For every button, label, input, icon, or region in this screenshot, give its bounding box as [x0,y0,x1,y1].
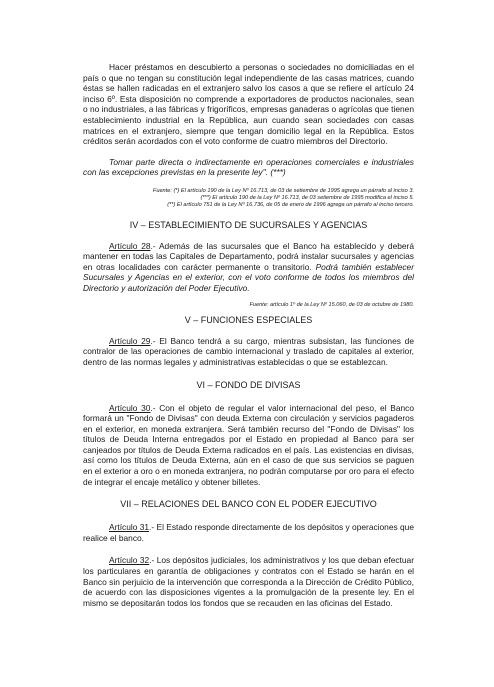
article-31-label: Artículo 31 [109,522,150,533]
article-32-text: .- Los depósitos judiciales, los administrativos y los que deban efectuar los particulares en garantía de obligaciones y contratos con el Estado se harán en el Banco sin perjuicio de la intervención que corresponda a la Dirección de Crédito Público, de acuerdo con las disposiciones vigentes a la promulgación de la presente ley. En el mismo se depositarán todos los fondos que se recauden en las oficinas del Estado. [83,555,414,608]
article-31-text: .- El Estado responde directamente de los depósitos y operaciones que realice el banco. [83,522,414,543]
footnote-source-2: Fuente: artículo 1º de la Ley Nº 15.060, de 03 de octubre de 1980. [249,301,414,308]
section-heading-vi: VI – FONDO DE DIVISAS [196,379,301,390]
section-heading-v: V – FUNCIONES ESPECIALES [184,314,313,325]
article-28-italic-text: Podrá también establecer Sucursales y Agencias en el exterior, con el voto conforme de todos los miembros del Directorio y autorización del Poder Ejecutivo. [83,261,414,293]
paragraph-operaciones-comerciales: Tomar parte directa o indirectamente en operaciones comerciales e industriales con las excepciones previstas en la presente ley". (***) [83,156,414,178]
article-30-text: .- Con el objeto de regular el valor internacional del peso, el Banco formará un "Fondo de Divisas" con deuda Externa con circulación y servicios pagaderos en el exterior, en moneda extranjera. Será también recurso del "Fondo de Divisas" los títulos de Deuda Interna entregados por el Estado en propiedad al Banco para ser canjeados por títulos de Deuda Externa radicados en el país. Las existencias en divisas, así como los títulos de Deuda Externa, aún en el caso de que sus servicios se paguen en el exterior a oro o en moneda extranjera, no podrán computarse por oro para el efecto de integrar el encaje metálico y obtener billetes. [83,402,415,487]
article-29-label: Artículo 29 [109,335,151,346]
paragraph-prestamos: Hacer préstamos en descubierto a personas o sociedades no domiciliadas en el país o que no tengan su constitución legal independiente de las casas matrices, cuando éstas se hallen radicadas en el extranjero salvo los casos a que se refiere el artículo 24 inciso 6º. Esta disposición no comprende a exportadores de productos nacionales, sean o no industriales, a las fábricas y frigoríficos, empresas ganaderas o agrícolas que tienen establecimiento industrial en la República, aun cuando sean sociedades con casas matrices en el extranjero, siempre que tengan domicilio legal en la República. Estos créditos serán acordados con el voto conforme de cuatro miembros del Directorio. [83,62,414,147]
article-30 [83,403,414,488]
footnote-line: Fuente: (*) El artículo 190 de la Ley Nº 16.713, de 03 de setiembre de 1995 agrega un párrafo al inciso 3. [152,187,414,194]
article-32 [83,555,414,608]
article-30-label: Artículo 30 [109,402,151,413]
footnote-sources-1 [83,188,414,210]
article-29-text: .- El Banco tendrá a su cargo, mientras subsistan, las funciones de contralor de las operaciones de cambio internacional y traslado de capitales al exterior, dentro de las normas legales y administrativas establecidas o que se establezcan. [83,335,414,367]
section-heading-vii: VII – RELACIONES DEL BANCO CON EL PODER EJECUTIVO [120,499,377,510]
footnote-line: (**) El artículo 751 de la Ley Nº 16.736, de 05 de enero de 1996 agrega un párrafo al inciso tercero. [167,202,414,209]
article-28-label: Artículo 28 [109,240,151,251]
section-heading-iv: IV – ESTABLECIMIENTO DE SUCURSALES Y AGENCIAS [129,219,368,230]
article-29 [83,336,414,368]
article-28 [83,241,414,294]
article-31 [83,522,414,543]
article-32-label: Artículo 32 [109,555,150,566]
footnote-line: (***) El artículo 190 de la Ley Nº 16.713, de 03 setiembre de 1995 modifica el inciso 5. [200,195,414,202]
article-28-text: .- Además de las sucursales que el Banco ha establecido y deberá mantener en todas las Capitales de Departamento, podrá instalar sucursales y agencias en otras localidades con carácter permanente o transitorio. [83,240,414,272]
